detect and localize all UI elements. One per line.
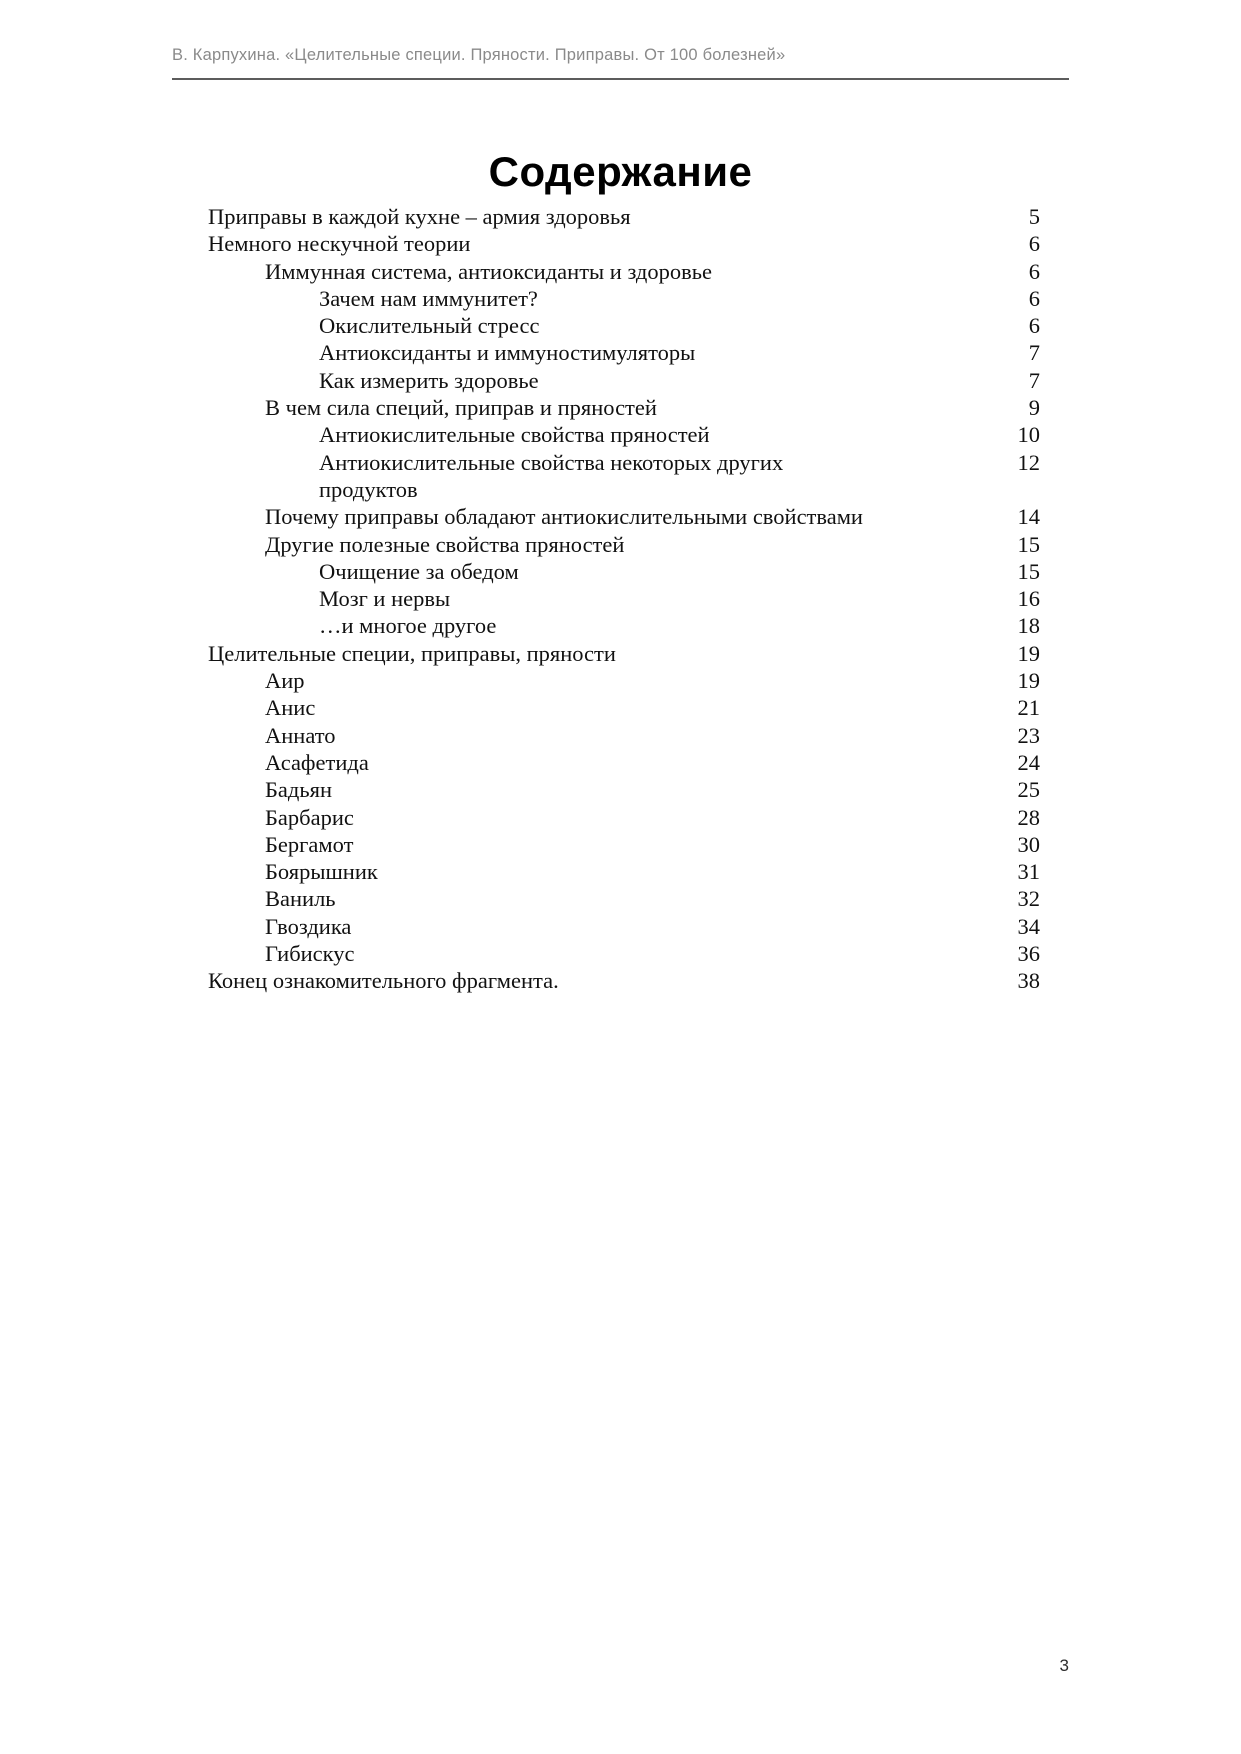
toc-entry[interactable] (208, 667, 1040, 694)
toc-entry-page-number: 14 (1017, 504, 1040, 530)
toc-entry-page-number: 6 (1028, 313, 1040, 339)
toc-entry-page-number: 21 (1017, 695, 1040, 721)
toc-entry[interactable] (208, 230, 1040, 257)
toc-entry-label: Бадьян (265, 777, 333, 803)
running-header (0, 46, 1241, 65)
toc-entry-page-number: 6 (1028, 231, 1040, 257)
toc-entry-label: Приправы в каждой кухне – армия здоровья (208, 204, 631, 229)
toc-entry[interactable] (208, 940, 1040, 967)
toc-entry-label: Другие полезные свойства пряностей (265, 531, 625, 557)
toc-entry-page-number: 30 (1017, 831, 1040, 857)
toc-entry-page-number: 12 (1017, 449, 1040, 475)
toc-entry-page-number: 16 (1017, 586, 1040, 612)
toc-entry[interactable] (208, 640, 1040, 667)
toc-entry-label: Анис (265, 695, 316, 721)
toc-entry[interactable] (208, 339, 1040, 366)
toc-entry[interactable] (208, 258, 1040, 285)
toc-entry-label: Целительные специи, приправы, пряности (208, 640, 616, 666)
toc-entry[interactable] (208, 804, 1040, 831)
toc-entry[interactable] (208, 585, 1040, 612)
toc-entry-label: Очищение за обедом (319, 558, 519, 584)
toc-entry-page-number: 15 (1017, 531, 1040, 557)
toc-entry[interactable] (208, 312, 1040, 339)
toc-entry[interactable] (208, 831, 1040, 858)
toc-entry-label: Почему приправы обладают антиокислительными свойствами (265, 504, 863, 530)
toc-entry-label: Гвоздика (265, 913, 352, 939)
toc-entry-label: Иммунная система, антиоксиданты и здоровье (265, 258, 712, 284)
toc-entry-label: Немного нескучной теории (208, 231, 471, 257)
running-header-text: В. Карпухина. «Целительные специи. Пряности. Приправы. От 100 болезней» (172, 46, 786, 64)
toc-entry[interactable] (208, 885, 1040, 912)
toc-entry-label: Аир (265, 668, 305, 694)
toc-entry-page-number: 18 (1017, 613, 1040, 639)
toc-entry-label: Бергамот (265, 831, 354, 857)
toc-entry[interactable] (208, 612, 1040, 639)
toc-entry-label: Мозг и нервы (319, 586, 451, 612)
toc-entry[interactable] (208, 449, 1040, 504)
toc-entry[interactable] (208, 858, 1040, 885)
toc-entry-page-number: 36 (1017, 941, 1040, 967)
toc-entry[interactable] (208, 285, 1040, 312)
toc-entry-page-number: 32 (1017, 886, 1040, 912)
toc-entry[interactable] (208, 367, 1040, 394)
toc-entry-page-number: 9 (1028, 395, 1040, 421)
toc-entry-page-number: 10 (1017, 422, 1040, 448)
toc-entry-label: Антиокислительные свойства некоторых других продуктов (319, 449, 784, 502)
toc-entry-label: Конец ознакомительного фрагмента. (208, 968, 559, 994)
table-of-contents (208, 203, 1040, 995)
toc-entry[interactable] (208, 394, 1040, 421)
toc-entry[interactable] (208, 503, 1040, 530)
toc-entry-page-number: 25 (1017, 777, 1040, 803)
toc-entry-page-number: 38 (1017, 968, 1040, 994)
toc-entry-page-number: 24 (1017, 749, 1040, 775)
toc-entry[interactable] (208, 967, 1040, 994)
toc-entry[interactable] (208, 203, 1040, 230)
toc-entry-page-number: 34 (1017, 913, 1040, 939)
toc-entry-label: Боярышник (265, 859, 378, 885)
page-title: Содержание (488, 148, 753, 196)
toc-entry-label: Гибискус (265, 941, 355, 967)
toc-entry[interactable] (208, 776, 1040, 803)
toc-entry-label: Антиоксиданты и иммуностимуляторы (319, 340, 696, 366)
toc-entry-label: Барбарис (265, 804, 354, 830)
toc-entry-label: Ваниль (265, 886, 336, 912)
toc-entry-label: …и многое другое (319, 613, 497, 639)
toc-entry-page-number: 6 (1028, 258, 1040, 284)
toc-entry[interactable] (208, 694, 1040, 721)
toc-entry-label: Аннато (265, 722, 336, 748)
page-number: 3 (1059, 1656, 1069, 1675)
toc-entry-page-number: 5 (1028, 204, 1040, 229)
toc-entry-page-number: 7 (1028, 367, 1040, 393)
toc-entry[interactable] (208, 913, 1040, 940)
toc-entry[interactable] (208, 749, 1040, 776)
toc-entry-page-number: 19 (1017, 640, 1040, 666)
toc-entry-label: В чем сила специй, приправ и пряностей (265, 395, 657, 421)
toc-entry-page-number: 6 (1028, 285, 1040, 311)
toc-entry[interactable] (208, 722, 1040, 749)
toc-entry-page-number: 7 (1028, 340, 1040, 366)
toc-entry[interactable] (208, 531, 1040, 558)
toc-entry[interactable] (208, 421, 1040, 448)
toc-entry-label: Окислительный стресс (319, 313, 540, 339)
toc-entry-label: Зачем нам иммунитет? (319, 285, 538, 311)
toc-entry-label: Антиокислительные свойства пряностей (319, 422, 710, 448)
toc-entry-page-number: 19 (1017, 668, 1040, 694)
toc-entry-page-number: 23 (1017, 722, 1040, 748)
toc-entry-page-number: 28 (1017, 804, 1040, 830)
toc-entry-page-number: 31 (1017, 859, 1040, 885)
header-divider (172, 78, 1069, 80)
toc-entry-label: Как измерить здоровье (319, 367, 539, 393)
toc-entry-page-number: 15 (1017, 558, 1040, 584)
toc-entry-label: Асафетида (265, 749, 369, 775)
toc-entry[interactable] (208, 558, 1040, 585)
